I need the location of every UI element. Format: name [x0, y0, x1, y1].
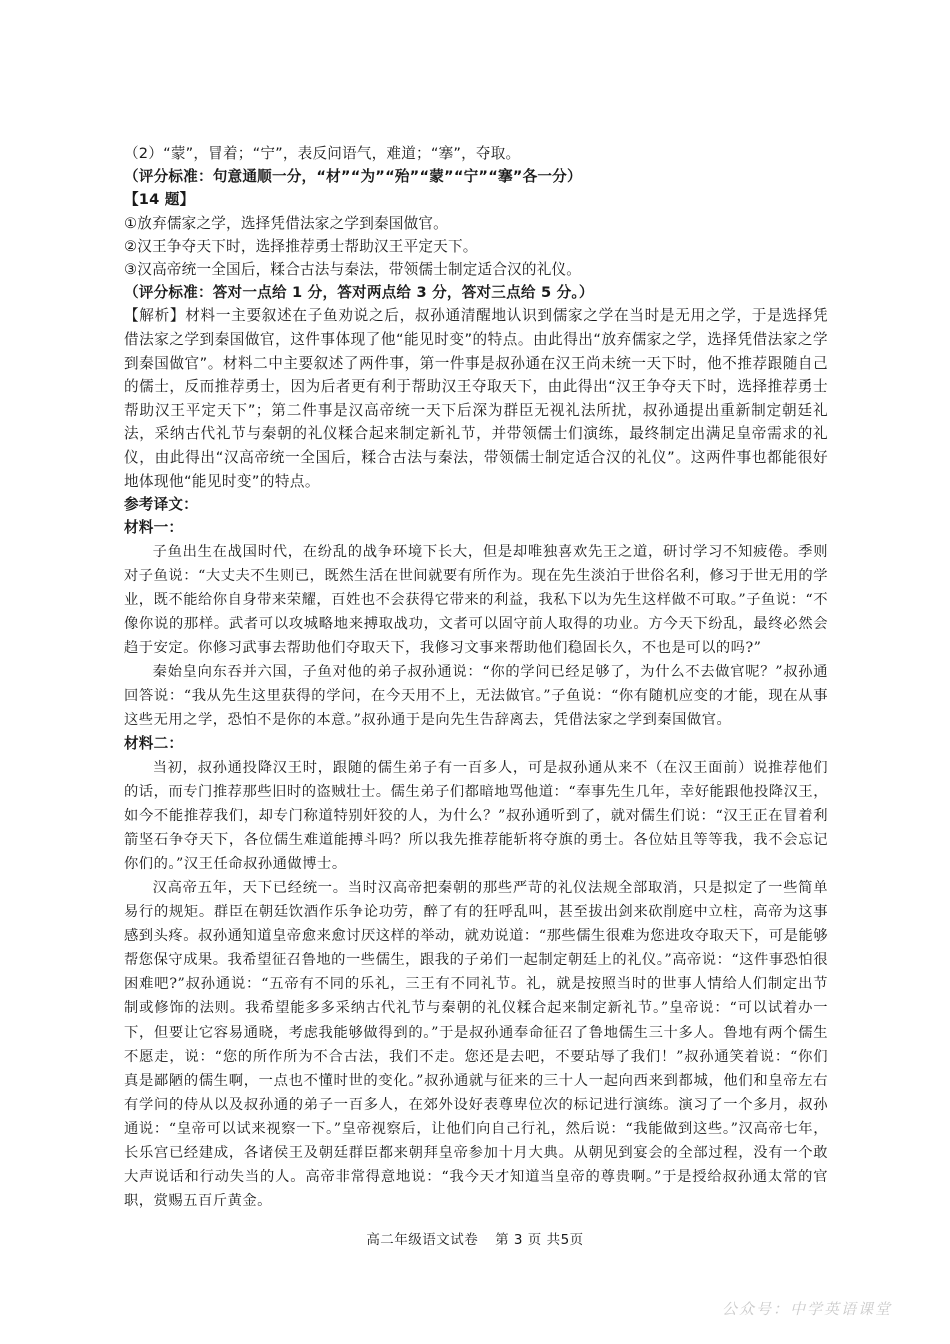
material1-paragraph-1: 子鱼出生在战国时代，在纷乱的战争环境下长大，但是却唯独喜欢先王之道，研讨学习不知疲倦。季则对子鱼说：“大丈夫不生则已，既然生活在世间就要有所作为。现在先生淡泊于世俗名利，修习于世无用的学业，既不能给你自身带来荣耀，百姓也不会获得它带来的利益，我私下以为先生这样做不可取。”子鱼说：“不像你说的那样。武者可以攻城略地来搏取战功，文者可以固守前人取得的功业。方今天下纷乱，最终必然会趋于安定。你修习武事去帮助他们夺取天下，我修习文事来帮助他们稳固长久，不也是可以的吗?”	[124, 543, 828, 656]
translation-heading: 参考译文：	[124, 496, 198, 514]
material1-paragraph-2: 秦始皇向东吞并六国，子鱼对他的弟子叔孙通说：“你的学问已经足够了，为什么不去做官呢？”叔孙通回答说：“我从先生这里获得的学问，在今天用不上，无法做官。”子鱼说：“你有随机应变的才能，现在从事这些无用之学，恐怕不是你的本意。”叔孙通于是向先生告辞离去，凭借法家之学到秦国做官。	[124, 664, 828, 729]
material2-heading: 材料二：	[124, 735, 184, 753]
analysis-paragraph: 【解析】材料一主要叙述在子鱼劝说之后，叔孙通清醒地认识到儒家之学在当时是无用之学，于是选择凭借法家之学到秦国做官，这件事体现了他“能见时变”的特点。由此得出“放弃儒家之学，选择凭借法家之学到秦国做官”。材料二中主要叙述了两件事，第一件事是叔孙通在汉王尚未统一天下时，他不推荐跟随自己的儒士，反而推荐勇士，因为后者更有利于帮助汉王夺取天下，由此得出“汉王争夺天下时，选择推荐勇士帮助汉王平定天下”；第二件事是汉高帝统一天下后深为群臣无视礼法所扰，叔孙通提出重新制定朝廷礼法，采纳古代礼节与秦朝的礼仪糅合起来制定新礼节，并带领儒士们演练，最终制定出满足皇帝需求的礼仪，由此得出“汉高帝统一全国后，糅合古法与秦法，带领儒士制定适合汉的礼仪”。这两件事也都能很好地体现他“能见时变”的特点。	[124, 307, 828, 490]
exam-page	[124, 142, 828, 1213]
footer-page-number: 第 3 页 共5页	[495, 1232, 584, 1248]
q14-heading: 【14 题】	[124, 191, 195, 209]
material1-heading: 材料一：	[124, 519, 184, 537]
q14-point-3: ③汉高帝统一全国后，糅合古法与秦法，带领儒士制定适合汉的礼仪。	[124, 261, 582, 279]
page-footer	[0, 1228, 950, 1248]
q13-scoring: （评分标准：句意通顺一分，“材”“为”“殆”“蒙”“宁”“搴”各一分）	[124, 168, 582, 186]
material2-paragraph-2: 汉高帝五年，天下已经统一。当时汉高帝把秦朝的那些严苛的礼仪法规全部取消，只是拟定了一些简单易行的规矩。群臣在朝廷饮酒作乐争论功劳，醉了有的狂呼乱叫，甚至拔出剑来砍削庭中立柱，高帝为这事感到头疼。叔孙通知道皇帝愈来愈讨厌这样的举动，就劝说道：“那些儒生很难为您进攻夺取天下，可是能够帮您保守成果。我希望征召鲁地的一些儒生，跟我的子弟们一起制定朝廷上的礼仪。”高帝说：“这件事恐怕很困难吧?”叔孙通说：“五帝有不同的乐礼，三王有不同礼节。礼，就是按照当时的世事人情给人们制定出节制或修饰的法则。我希望能多多采纳古代礼节与秦朝的礼仪糅合起来制定新礼节。”皇帝说：“可以试着办一下，但要让它容易通晓，考虑我能够做得到的。”于是叔孙通奉命征召了鲁地儒生三十多人。鲁地有两个儒生不愿走，说：“您的所作所为不合古法，我们不走。您还是去吧，不要玷辱了我们！”叔孙通笑着说：“你们真是鄙陋的儒生啊，一点也不懂时世的变化。”叔孙通就与征来的三十人一起向西来到都城，他们和皇帝左右有学问的侍从以及叔孙通的弟子一百多人，在郊外设好表尊卑位次的标记进行演练。演习了一个多月，叔孙通说：“皇帝可以试来视察一下。”皇帝视察后，让他们向自己行礼，然后说：“我能做到这些。”汉高帝七年，长乐宫已经建成，各诸侯王及朝廷群臣都来朝拜皇帝参加十月大典。从朝见到宴会的全部过程，没有一个敢大声说话和行动失当的人。高帝非常得意地说：“我今天才知道当皇帝的尊贵啊。”于是授给叔孙通太常的官职，赏赐五百斤黄金。	[124, 880, 828, 1210]
q14-point-2: ②汉王争夺天下时，选择推荐勇士帮助汉王平定天下。	[124, 237, 478, 255]
q13-answer-line: （2）“蒙”，冒着；“宁”，表反问语气，难道；“搴”，夺取。	[124, 145, 521, 162]
footer-exam-title: 高二年级语文试卷	[366, 1232, 479, 1248]
q14-scoring: （评分标准：答对一点给 1 分，答对两点给 3 分，答对三点给 5 分。）	[124, 284, 594, 302]
q14-point-1: ①放弃儒家之学，选择凭借法家之学到秦国做官。	[124, 214, 448, 232]
watermark-text: 公众号：中学英语课堂	[721, 1300, 892, 1318]
material2-paragraph-1: 当初，叔孙通投降汉王时，跟随的儒生弟子有一百多人，可是叔孙通从来不（在汉王面前）说推荐他们的话，而专门推荐那些旧时的盗贼壮士。儒生弟子们都暗地骂他道：“奉事先生几年，幸好能跟他投降汉王，如今不能推荐我们，却专门称道特别奸狡的人，为什么？”叔孙通听到了，就对儒生们说：“汉王正在冒着利箭坚石争夺天下，各位儒生难道能搏斗吗？所以我先推荐能斩将夺旗的勇士。各位姑且等等我，我不会忘记你们的。”汉王任命叔孙通做博士。	[124, 759, 828, 872]
